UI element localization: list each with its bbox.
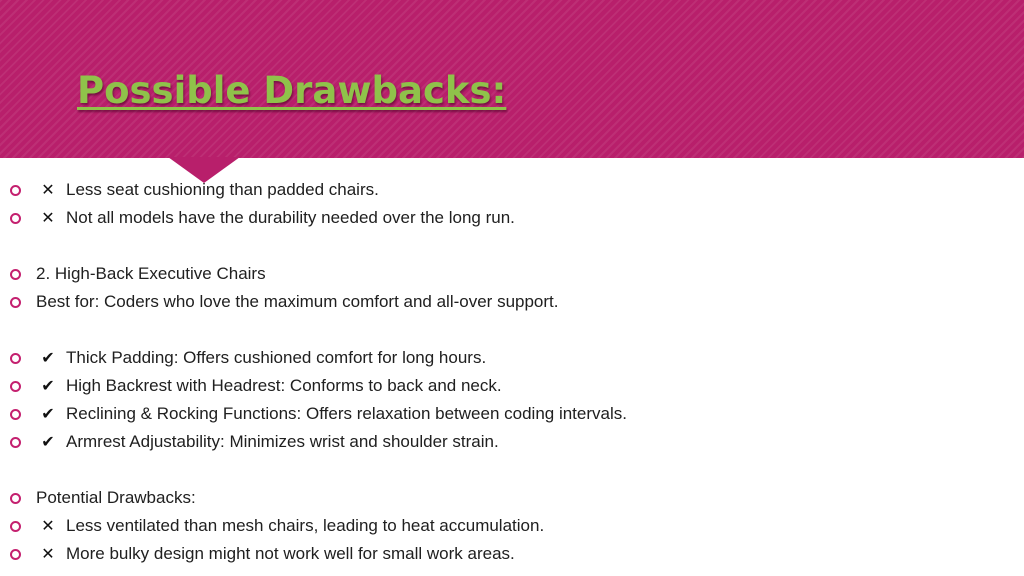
bullet-icon [10,409,21,420]
bullet-list [0,176,1024,568]
check-icon: ✔ [41,404,55,423]
check-icon: ✔ [41,348,55,367]
list-item [0,288,1024,316]
cross-icon: ✕ [41,516,55,535]
bullet-icon [10,213,21,224]
list-item-text: More bulky design might not work well for small work areas. [66,544,515,563]
spacer [0,232,1024,260]
list-item [0,176,1024,204]
bullet-icon [10,185,21,196]
cross-icon: ✕ [41,208,55,227]
list-item [0,204,1024,232]
list-item [0,400,1024,428]
cross-icon: ✕ [41,180,55,199]
list-item-text: Thick Padding: Offers cushioned comfort for long hours. [66,348,487,367]
list-item [0,484,1024,512]
list-item [0,540,1024,568]
bullet-icon [10,549,21,560]
bullet-icon [10,297,21,308]
spacer [0,456,1024,484]
check-icon: ✔ [41,376,55,395]
list-item [0,344,1024,372]
list-item [0,260,1024,288]
bullet-icon [10,269,21,280]
list-item-text: High Backrest with Headrest: Conforms to back and neck. [66,376,502,395]
list-item-text: Potential Drawbacks: [36,488,196,507]
cross-icon: ✕ [41,544,55,563]
bullet-icon [10,353,21,364]
check-icon: ✔ [41,432,55,451]
list-item [0,512,1024,540]
list-item-text: Not all models have the durability needed over the long run. [66,208,515,227]
list-item-text: Best for: Coders who love the maximum comfort and all-over support. [36,292,559,311]
slide-title: Possible Drawbacks: [77,69,507,112]
list-item-text: 2. High-Back Executive Chairs [36,264,266,283]
list-item-text: Less ventilated than mesh chairs, leading to heat accumulation. [66,516,545,535]
spacer [0,316,1024,344]
list-item-text: Reclining & Rocking Functions: Offers relaxation between coding intervals. [66,404,627,423]
bullet-icon [10,381,21,392]
list-item [0,428,1024,456]
bullet-icon [10,521,21,532]
bullet-icon [10,437,21,448]
list-item [0,372,1024,400]
bullet-icon [10,493,21,504]
list-item-text: Less seat cushioning than padded chairs. [66,180,379,199]
list-item-text: Armrest Adjustability: Minimizes wrist and shoulder strain. [66,432,499,451]
